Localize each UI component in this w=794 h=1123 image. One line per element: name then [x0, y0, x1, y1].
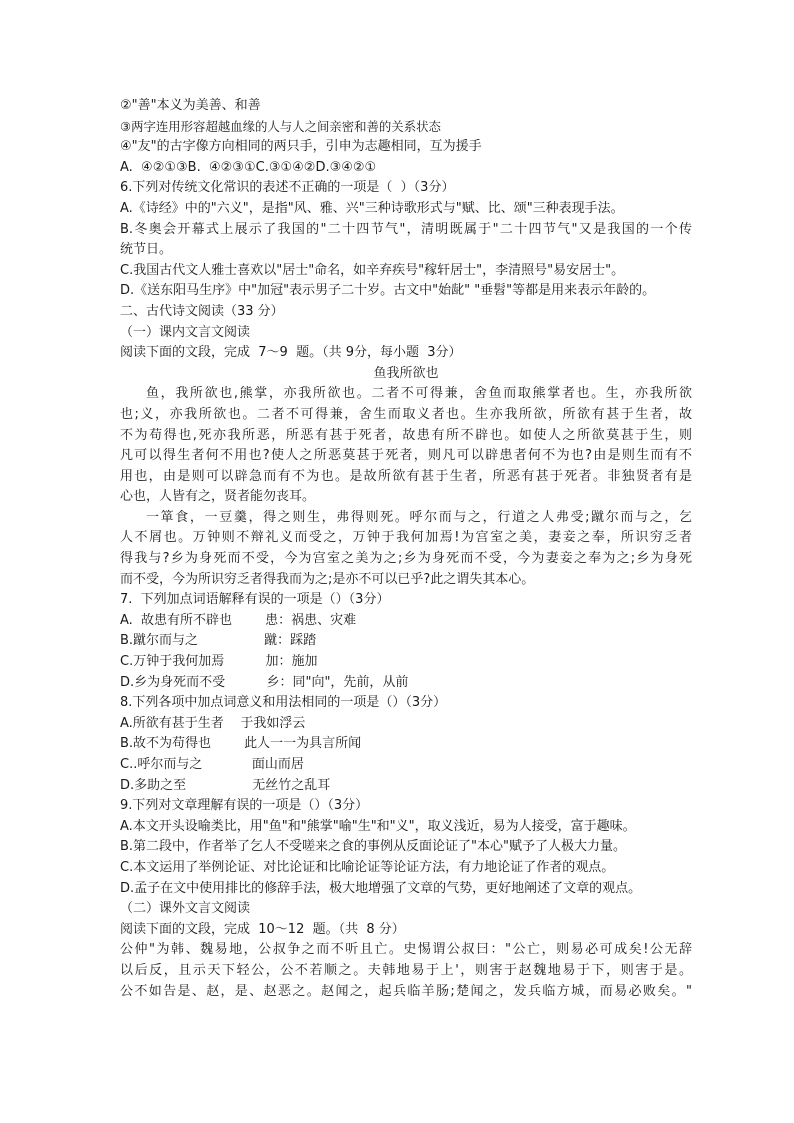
text-line: 二、古代诗文阅读（33 分）: [120, 303, 284, 319]
text-line: 8.下列各项中加点词意义和用法相同的一项是（）（3分）: [120, 695, 447, 711]
text-line: 用也，由是则可以辟急而有不为也。是故所欲有甚于生者，所恶有甚于死者。非独贤者有是: [120, 468, 692, 484]
text-line: 统节日。: [120, 242, 173, 258]
text-line: （二）课外文言文阅读: [120, 901, 251, 917]
text-line: A. 故患有所不辟也 患：祸患、灾难: [120, 612, 357, 628]
text-line: A. ④②①③B. ④②③①C.③①④②D.③④②①: [120, 159, 377, 175]
text-line: D.孟子在文中使用排比的修辞手法，极大地增强了文章的气势，更好地阐述了文章的观点。: [120, 880, 642, 896]
text-line: B.蹴尔而与之 蹴：踩踏: [120, 633, 317, 649]
text-line: 公仲"为韩、魏易地，公叔争之而不听且亡。史惕谓公叔曰："公亡，则易必可成矣!公无辞: [120, 942, 692, 958]
text-line: 而不受，今为所识穷乏者得我而为之;是亦不可以已乎?此之谓失其本心。: [120, 571, 535, 587]
text-line: 公不如告是、赵，是、赵恶之。赵闻之，起兵临羊肠;楚闻之，发兵临方城，而易必败矣。": [120, 983, 692, 999]
text-line: 阅读下面的文段，完成 7～9 题。（共 9分，每小题 3分）: [120, 345, 462, 361]
text-line: A.《诗经》中的"六义"，是指"风、雅、兴"三种诗歌形式与"赋、比、颂"三种表现手法。: [120, 200, 624, 216]
text-line: D.乡为身死而不受 乡：同"向"，先前，从前: [120, 674, 409, 690]
text-line: B.第二段中，作者举了乞人不受嗟来之食的事例从反面论证了"本心"赋予了人极大力量。: [120, 839, 627, 855]
text-line: 7. 下列加点词语解释有误的一项是（）（3分）: [120, 592, 390, 608]
document-page: [120, 96, 692, 1002]
text-line: 一箪食，一豆羹，得之则生，弗得则死。呼尔而与之，行道之人弗受;蹴尔而与之，乞: [146, 509, 692, 525]
text-line: ④"友"的古字像方向相同的两只手，引申为志趣相同，互为援手: [120, 139, 482, 155]
text-line: 6.下列对传统文化常识的表述不正确的一项是（ ）（3分）: [120, 180, 455, 196]
text-line: 心也，人皆有之，贤者能勿丧耳。: [120, 489, 316, 505]
text-line: 不为苟得也,死亦我所恶，所恶有甚于死者，故患有所不辟也。如使人之所欲莫甚于生，则: [120, 427, 692, 443]
text-line: B.故不为苟得也 此人一一为具言所闻: [120, 736, 362, 752]
text-line: C.万钟于我何加焉 加：施加: [120, 654, 318, 670]
text-line: 以后反，且示天下轻公，公不若顺之。夫韩地易于上'，则害于赵魏地易于下，则害于是。: [120, 962, 692, 978]
text-line: C.本文运用了举例论证、对比论证和比喻论证等论证方法，有力地论证了作者的观点。: [120, 859, 615, 875]
text-line: 鱼我所欲也: [373, 365, 439, 381]
text-line: D.《送东阳马生序》中"加冠"表示男子二十岁。古文中"始龀" "垂髫"等都是用来表示年龄的。: [120, 283, 656, 299]
text-line: D.多助之至 无丝竹之乱耳: [120, 777, 331, 793]
text-line: 凡可以得生者何不用也?使人之所恶莫甚于死者，则凡可以辟患者何不为也?由是则生而有不: [120, 448, 692, 464]
text-line: A.本文开头设喻类比，用"鱼"和"熊掌"喻"生"和"义"，取义浅近，易为人接受，富于趣味。: [120, 818, 636, 834]
text-line: 也;义，亦我所欲也。二者不可得兼，舍生而取义者也。生亦我所欲，所欲有甚于生者，故: [120, 406, 692, 422]
text-line: B.冬奥会开幕式上展示了我国的"二十四节气"，清明既属于"二十四节气"又是我国的一个传: [120, 221, 692, 237]
text-line: A.所欲有甚于生者 于我如浮云: [120, 715, 306, 731]
text-line: 人不屑也。万钟则不辩礼义而受之，万钟于我何加焉!为宫室之美，妻妾之奉，所识穷乏者: [120, 530, 692, 546]
text-line: 阅读下面的文段，完成 10～12 题。（共 8 分）: [120, 921, 405, 937]
text-line: 得我与?乡为身死而不受，今为宫室之美为之;乡为身死而不受，今为妻妾之奉为之;乡为身死: [120, 551, 692, 567]
text-line: ③两字连用形容超越血缘的人与人之间亲密和善的关系状态: [120, 118, 441, 134]
text-line: 鱼，我所欲也,熊掌，亦我所欲也。二者不可得兼，舍鱼而取熊掌者也。生，亦我所欲: [146, 386, 692, 402]
text-line: （一）课内文言文阅读: [120, 324, 251, 340]
text-line: C.我国古代文人雅士喜欢以"居士"命名，如辛弃疾号"稼轩居士"，李清照号"易安居士"。: [120, 262, 625, 278]
text-line: 9.下列对文章理解有误的一项是（）（3分）: [120, 798, 369, 814]
text-line: C..呼尔而与之 面山而居: [120, 757, 304, 772]
text-line: ②"善"本义为美善、和善: [120, 98, 261, 113]
